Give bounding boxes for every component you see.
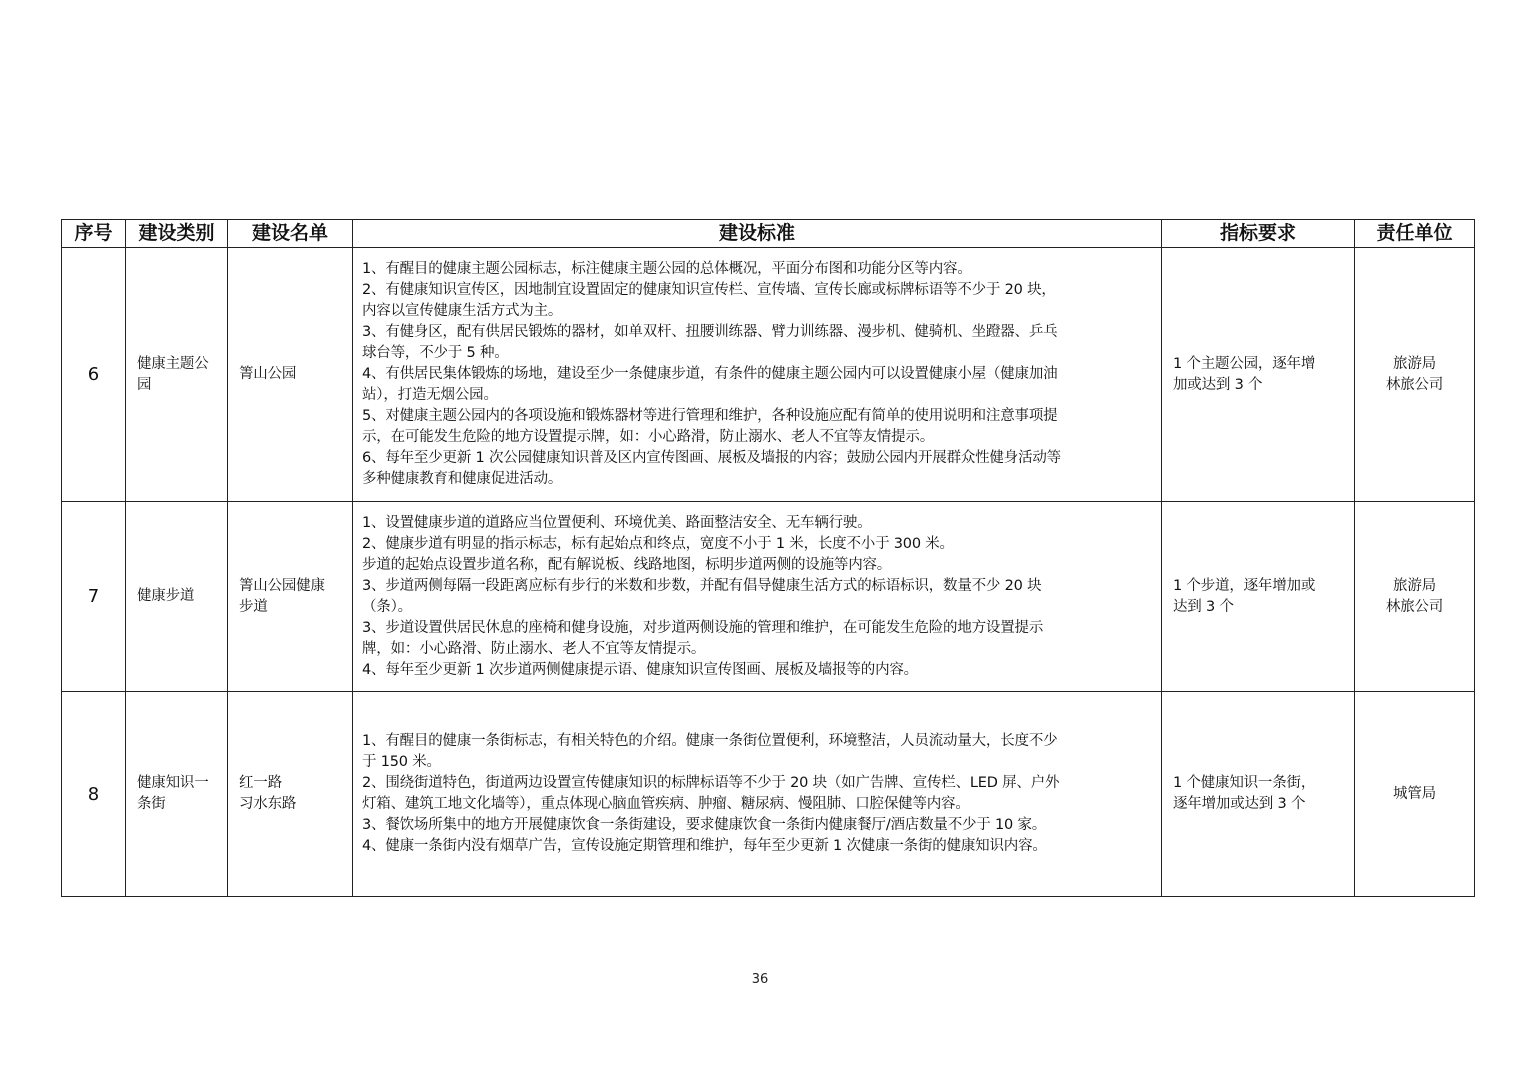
responsible-line: 城管局	[1393, 785, 1436, 802]
requirement-line: 1 个步道，逐年增加或	[1173, 577, 1316, 594]
category-line: 条街	[137, 796, 166, 812]
responsible-line: 旅游局	[1393, 577, 1436, 594]
standard-line: 示，在可能发生危险的地方设置提示牌，如：小心路滑，防止溺水、老人不宜等友情提示。	[362, 429, 934, 445]
category-cell	[126, 502, 228, 692]
name-line: 箐山公园	[239, 366, 297, 382]
table-row	[62, 248, 1475, 502]
standard-cell	[353, 692, 1162, 897]
standard-line: 2、健康步道有明显的指示标志，标有起始点和终点，宽度不小于 1 米，长度不小于 300 米。	[362, 535, 954, 552]
standard-line: 1、有醒目的健康主题公园标志，标注健康主题公园的总体概况，平面分布图和功能分区等内容。	[362, 261, 972, 277]
responsible-line: 林旅公司	[1385, 376, 1444, 393]
header-indicator-requirement: 指标要求	[1162, 220, 1355, 248]
standard-line: 于 150 米。	[362, 754, 441, 770]
requirement-cell	[1162, 692, 1355, 897]
header-construction-category: 建设类别	[126, 220, 228, 248]
standard-line: 站），打造无烟公园。	[362, 387, 498, 403]
name-cell	[228, 248, 353, 502]
responsible-cell	[1355, 248, 1475, 502]
category-line: 健康知识一	[137, 775, 209, 791]
serial-number-cell: 7	[62, 502, 126, 692]
category-cell	[126, 692, 228, 897]
standard-line: 1、设置健康步道的道路应当位置便利、环境优美、路面整洁安全、无车辆行驶。	[362, 514, 872, 531]
standard-cell	[353, 502, 1162, 692]
standard-line: 3、餐饮场所集中的地方开展健康饮食一条街建设，要求健康饮食一条街内健康餐厅/酒店数量不少于 10 家。	[362, 817, 1047, 833]
name-cell	[228, 692, 353, 897]
standard-line: 6、每年至少更新 1 次公园健康知识普及区内宣传图画、展板及墙报的内容；鼓励公园内开展群众性健身活动等	[362, 450, 1061, 466]
category-line: 健康步道	[137, 588, 195, 604]
standard-cell	[353, 248, 1162, 502]
header-serial-number: 序号	[62, 220, 126, 248]
standard-line: 牌，如：小心路滑、防止溺水、老人不宜等友情提示。	[362, 640, 706, 657]
category-line: 健康主题公	[137, 355, 209, 372]
standard-line: （条）。	[362, 598, 412, 615]
header-construction-standard: 建设标准	[353, 220, 1162, 248]
header-construction-list: 建设名单	[228, 220, 353, 248]
standard-line: 2、围绕街道特色，街道两边设置宣传健康知识的标牌标语等不少于 20 块（如广告牌、宣传栏、LED 屏、户外	[362, 775, 1060, 791]
serial-number-cell: 6	[62, 248, 126, 502]
table-row	[62, 502, 1475, 692]
requirement-line: 逐年增加或达到 3 个	[1173, 796, 1306, 812]
standard-line: 4、健康一条街内没有烟草广告，宣传设施定期管理和维护，每年至少更新 1 次健康一条街的健康知识内容。	[362, 838, 1047, 854]
name-line: 习水东路	[239, 796, 297, 812]
requirement-line: 1 个健康知识一条街，	[1173, 775, 1316, 791]
name-line: 红一路	[239, 775, 282, 791]
responsible-cell	[1355, 692, 1475, 897]
standard-line: 5、对健康主题公园内的各项设施和锻炼器材等进行管理和维护，各种设施应配有简单的使用说明和注意事项提	[362, 408, 1058, 424]
standards-table	[61, 219, 1475, 897]
standard-line: 3、有健身区，配有供居民锻炼的器材，如单双杆、扭腰训练器、臂力训练器、漫步机、健骑机、坐蹬器、乒乓	[362, 324, 1058, 340]
standard-line: 1、有醒目的健康一条街标志，有相关特色的介绍。健康一条街位置便利，环境整洁，人员流动量大，长度不少	[362, 733, 1058, 749]
table-header-row	[62, 220, 1475, 248]
standard-line: 球台等，不少于 5 种。	[362, 345, 509, 361]
requirement-cell	[1162, 248, 1355, 502]
requirement-line: 加或达到 3 个	[1173, 376, 1263, 393]
header-responsible-unit: 责任单位	[1355, 220, 1475, 248]
standard-line: 3、步道两侧每隔一段距离应标有步行的米数和步数，并配有倡导健康生活方式的标语标识，数量不少 20 块	[362, 577, 1042, 594]
category-line: 园	[137, 376, 152, 393]
requirement-line: 达到 3 个	[1173, 598, 1234, 615]
standard-line: 2、有健康知识宣传区，因地制宜设置固定的健康知识宣传栏、宣传墙、宣传长廊或标牌标语等不少于 20 块，	[362, 282, 1056, 298]
serial-number-cell: 8	[62, 692, 126, 897]
name-line: 步道	[239, 598, 268, 615]
standard-line: 内容以宣传健康生活方式为主。	[362, 303, 563, 319]
responsible-line: 旅游局	[1393, 355, 1436, 372]
page-number: 36	[751, 972, 769, 987]
responsible-line: 林旅公司	[1385, 598, 1444, 615]
name-line: 箐山公园健康	[239, 577, 325, 594]
standard-line: 4、有供居民集体锻炼的场地，建设至少一条健康步道，有条件的健康主题公园内可以设置健康小屋（健康加油	[362, 366, 1058, 382]
category-cell	[126, 248, 228, 502]
name-cell	[228, 502, 353, 692]
standard-line: 多种健康教育和健康促进活动。	[362, 471, 563, 487]
standard-line: 4、每年至少更新 1 次步道两侧健康提示语、健康知识宣传图画、展板及墙报等的内容。	[362, 661, 918, 678]
standard-line: 灯箱、建筑工地文化墙等），重点体现心脑血管疾病、肿瘤、糖尿病、慢阻肺、口腔保健等内容。	[362, 796, 970, 812]
requirement-line: 1 个主题公园，逐年增	[1173, 355, 1316, 372]
standard-line: 步道的起始点设置步道名称，配有解说板、线路地图，标明步道两侧的设施等内容。	[362, 556, 892, 573]
requirement-cell	[1162, 502, 1355, 692]
responsible-cell	[1355, 502, 1475, 692]
table-row	[62, 692, 1475, 897]
standard-line: 3、步道设置供居民休息的座椅和健身设施，对步道两侧设施的管理和维护，在可能发生危险的地方设置提示	[362, 619, 1044, 636]
